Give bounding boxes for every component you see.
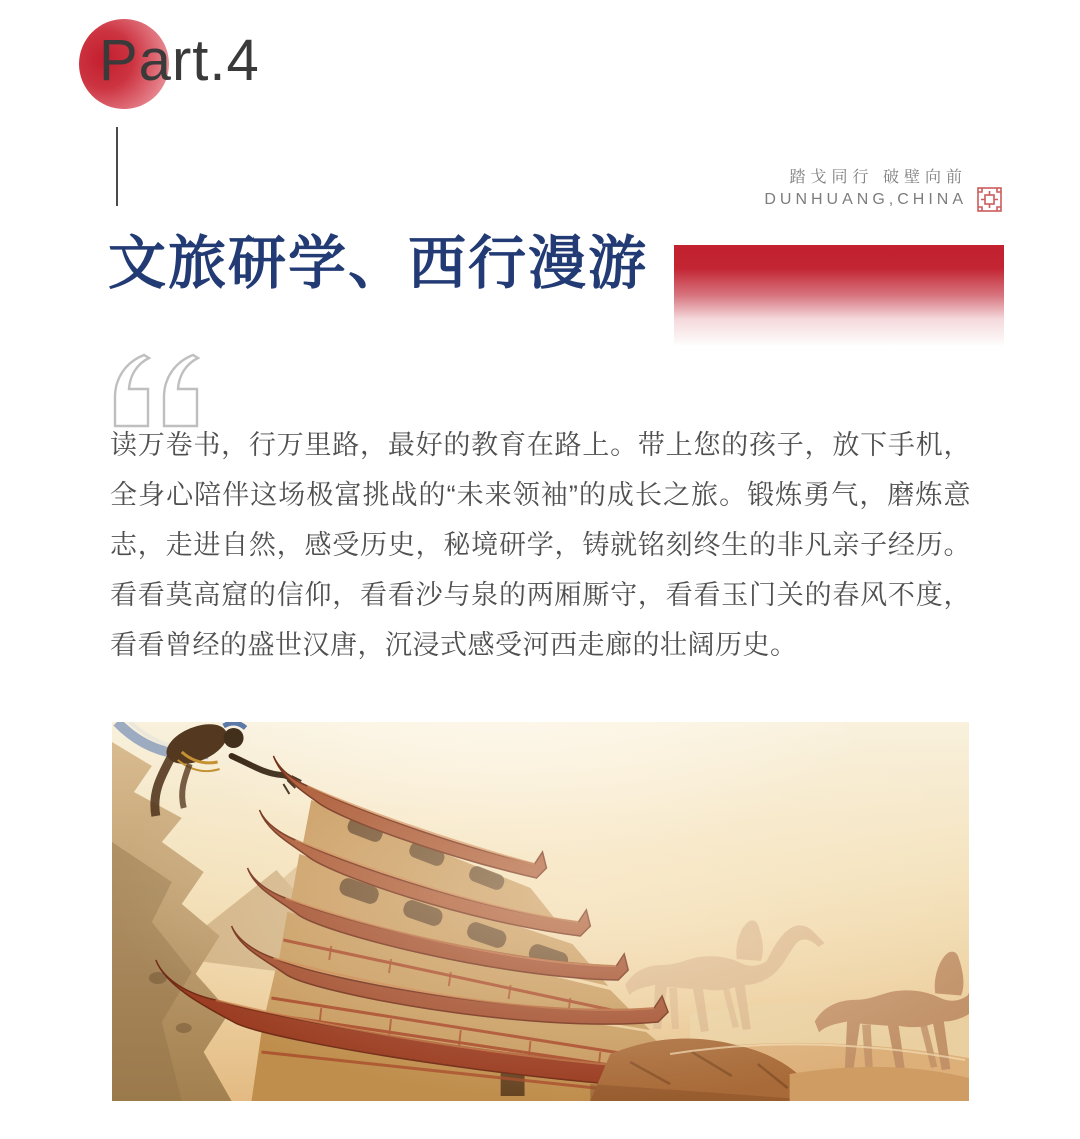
seal-stamp-icon <box>977 187 1002 217</box>
slogan-block <box>764 167 1002 217</box>
slogan-line-cn: 踏戈同行 破壁向前 <box>789 169 967 186</box>
slogan-line-en: DUNHUANG,CHINA <box>764 191 967 208</box>
slogan-text <box>764 167 967 211</box>
mogao-grottoes-camel-caravan-photo <box>112 722 969 1101</box>
intro-paragraph: 读万卷书，行万里路，最好的教育在路上。带上您的孩子，放下手机，全身心陪伴这场极富挑战的“未来领袖”的成长之旅。锻炼勇气，磨炼意志，走进自然，感受历史，秘境研学，铸就铭刻终生的非凡亲子经历。看看莫高窟的信仰，看看沙与泉的两厢厮守，看看玉门关的春风不度，看看曾经的盛世汉唐，沉浸式感受河西走廊的壮阔历史。 <box>110 430 971 660</box>
vertical-divider <box>116 127 118 206</box>
red-gradient-banner <box>674 245 1004 351</box>
part-label: Part.4 <box>99 28 260 93</box>
page-title: 文旅研学、西行漫游 <box>108 231 649 296</box>
